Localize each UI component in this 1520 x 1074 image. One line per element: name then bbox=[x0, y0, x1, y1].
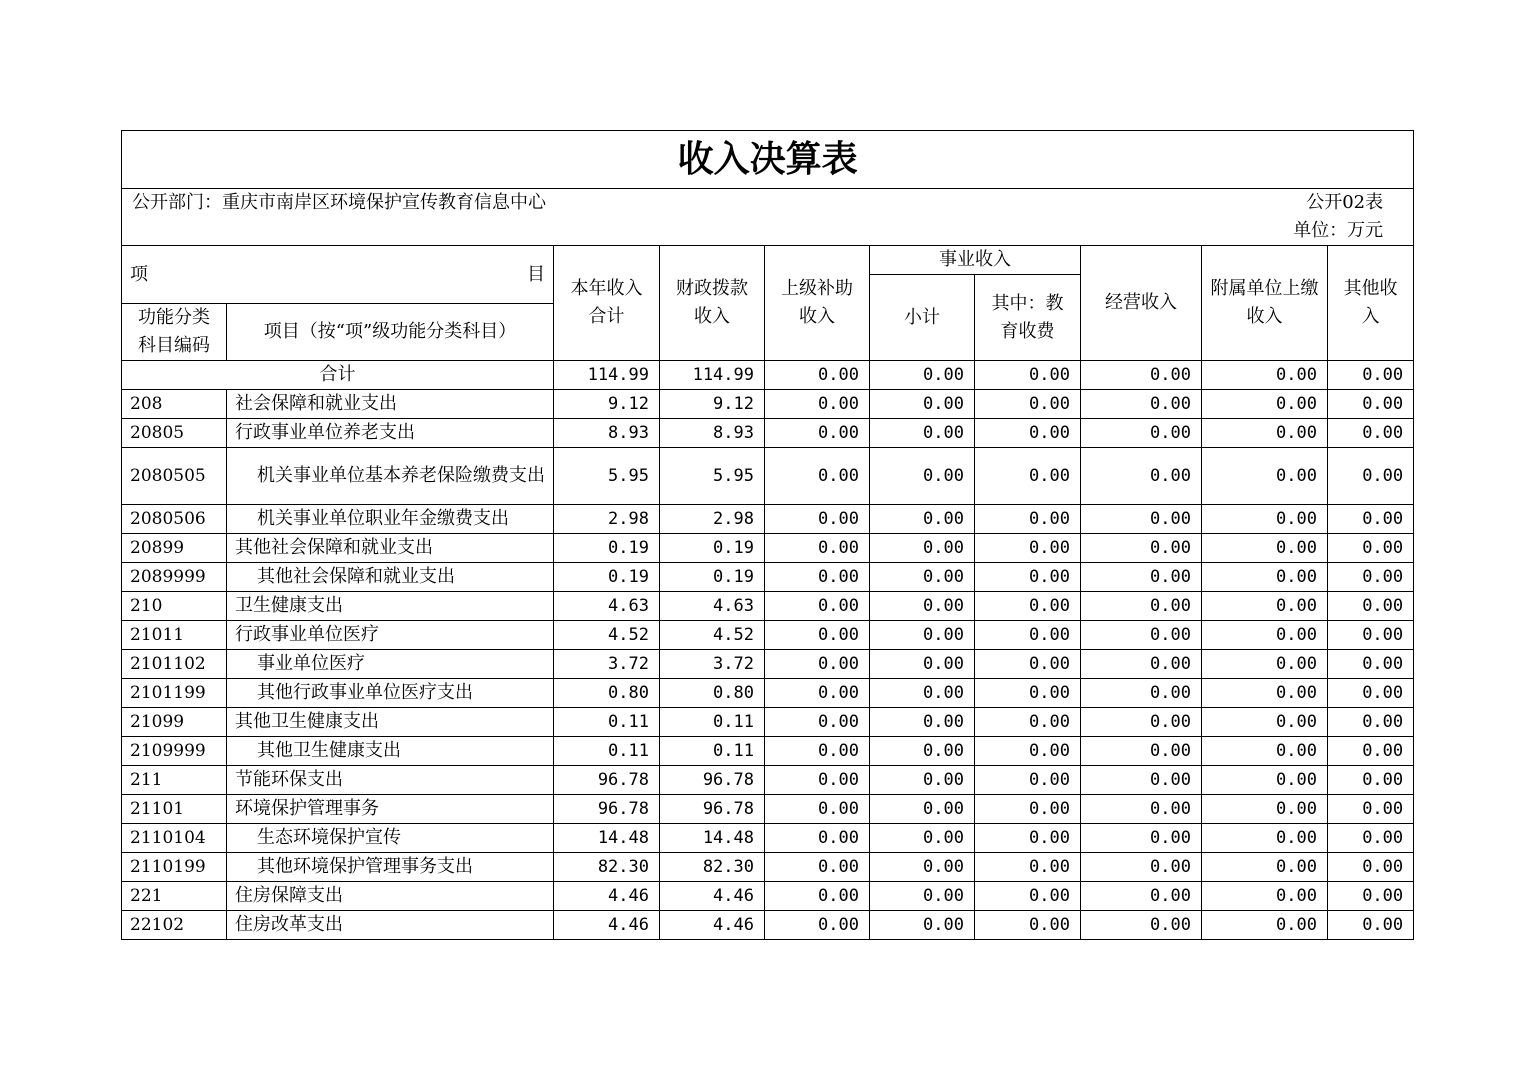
item-name-cell: 其他卫生健康支出 bbox=[227, 708, 554, 737]
value-cell: 0.00 bbox=[1202, 448, 1328, 505]
value-cell: 0.00 bbox=[1202, 534, 1328, 563]
value-cell: 0.00 bbox=[870, 563, 975, 592]
value-cell: 0.00 bbox=[1081, 592, 1202, 621]
value-cell: 0.00 bbox=[1081, 882, 1202, 911]
department-label: 公开部门：重庆市南岸区环境保护宣传教育信息中心 bbox=[132, 192, 546, 213]
value-cell: 0.00 bbox=[765, 824, 870, 853]
function-code-cell: 210 bbox=[122, 592, 227, 621]
total-row bbox=[122, 361, 1414, 390]
value-cell: 0.00 bbox=[1202, 766, 1328, 795]
value-cell: 0.00 bbox=[765, 592, 870, 621]
function-code-cell: 211 bbox=[122, 766, 227, 795]
value-cell: 4.63 bbox=[660, 592, 765, 621]
value-cell: 0.11 bbox=[660, 708, 765, 737]
value-cell: 5.95 bbox=[554, 448, 660, 505]
value-cell: 0.00 bbox=[1081, 737, 1202, 766]
header-xiang: 项 bbox=[130, 263, 148, 285]
header-superior-subsidy: 上级补助收入 bbox=[765, 246, 870, 361]
header-education-fee: 其中：教育收费 bbox=[975, 275, 1081, 361]
value-cell: 0.00 bbox=[1328, 737, 1414, 766]
value-cell: 0.00 bbox=[870, 448, 975, 505]
value-cell: 96.78 bbox=[660, 766, 765, 795]
table-meta bbox=[122, 189, 1414, 246]
total-value: 0.00 bbox=[1202, 361, 1328, 390]
value-cell: 0.00 bbox=[870, 911, 975, 940]
total-value: 0.00 bbox=[1328, 361, 1414, 390]
item-name-cell: 其他行政事业单位医疗支出 bbox=[227, 679, 554, 708]
total-value: 114.99 bbox=[660, 361, 765, 390]
function-code-cell: 21011 bbox=[122, 621, 227, 650]
header-item-project bbox=[122, 246, 554, 304]
table-row bbox=[122, 390, 1414, 419]
value-cell: 0.00 bbox=[1081, 563, 1202, 592]
value-cell: 0.00 bbox=[975, 621, 1081, 650]
value-cell: 0.19 bbox=[660, 534, 765, 563]
header-fiscal-allocation: 财政拨款收入 bbox=[660, 246, 765, 361]
value-cell: 0.00 bbox=[1328, 882, 1414, 911]
item-name-cell: 住房改革支出 bbox=[227, 911, 554, 940]
value-cell: 0.00 bbox=[870, 882, 975, 911]
value-cell: 0.00 bbox=[1202, 911, 1328, 940]
header-total-income: 本年收入合计 bbox=[554, 246, 660, 361]
header-operating-income: 经营收入 bbox=[1081, 246, 1202, 361]
value-cell: 0.00 bbox=[1202, 824, 1328, 853]
value-cell: 0.19 bbox=[554, 534, 660, 563]
item-name-cell: 社会保障和就业支出 bbox=[227, 390, 554, 419]
table-row bbox=[122, 419, 1414, 448]
item-name-cell: 环境保护管理事务 bbox=[227, 795, 554, 824]
item-name-cell: 卫生健康支出 bbox=[227, 592, 554, 621]
header-business-income-group: 事业收入 bbox=[870, 246, 1081, 275]
value-cell: 0.00 bbox=[1081, 419, 1202, 448]
item-name-cell: 节能环保支出 bbox=[227, 766, 554, 795]
function-code-cell: 21101 bbox=[122, 795, 227, 824]
value-cell: 0.00 bbox=[975, 563, 1081, 592]
value-cell: 0.00 bbox=[975, 824, 1081, 853]
table-row bbox=[122, 534, 1414, 563]
header-mu: 目 bbox=[527, 263, 545, 285]
item-name-cell: 住房保障支出 bbox=[227, 882, 554, 911]
value-cell: 0.00 bbox=[870, 679, 975, 708]
value-cell: 0.00 bbox=[1328, 679, 1414, 708]
function-code-cell: 2110104 bbox=[122, 824, 227, 853]
value-cell: 0.00 bbox=[975, 795, 1081, 824]
value-cell: 8.93 bbox=[554, 419, 660, 448]
function-code-cell: 2109999 bbox=[122, 737, 227, 766]
table-number: 公开02表 bbox=[1306, 192, 1384, 213]
total-value: 0.00 bbox=[870, 361, 975, 390]
table-row bbox=[122, 505, 1414, 534]
value-cell: 0.00 bbox=[870, 390, 975, 419]
value-cell: 0.00 bbox=[1202, 882, 1328, 911]
value-cell: 0.00 bbox=[1081, 824, 1202, 853]
value-cell: 0.00 bbox=[1081, 534, 1202, 563]
value-cell: 0.00 bbox=[870, 708, 975, 737]
value-cell: 0.00 bbox=[765, 534, 870, 563]
value-cell: 0.00 bbox=[870, 853, 975, 882]
value-cell: 0.00 bbox=[1081, 911, 1202, 940]
value-cell: 0.00 bbox=[975, 505, 1081, 534]
header-function-code: 功能分类科目编码 bbox=[122, 304, 227, 361]
total-label: 合计 bbox=[122, 361, 554, 390]
value-cell: 4.46 bbox=[660, 882, 765, 911]
value-cell: 0.00 bbox=[975, 737, 1081, 766]
value-cell: 0.00 bbox=[1202, 419, 1328, 448]
function-code-cell: 2101102 bbox=[122, 650, 227, 679]
value-cell: 2.98 bbox=[660, 505, 765, 534]
value-cell: 0.00 bbox=[1202, 563, 1328, 592]
function-code-cell: 208 bbox=[122, 390, 227, 419]
table-row bbox=[122, 650, 1414, 679]
value-cell: 0.00 bbox=[975, 534, 1081, 563]
function-code-cell: 20899 bbox=[122, 534, 227, 563]
value-cell: 0.11 bbox=[660, 737, 765, 766]
value-cell: 0.00 bbox=[1202, 853, 1328, 882]
value-cell: 14.48 bbox=[660, 824, 765, 853]
value-cell: 0.00 bbox=[975, 650, 1081, 679]
value-cell: 0.00 bbox=[870, 534, 975, 563]
item-name-cell: 其他社会保障和就业支出 bbox=[227, 534, 554, 563]
value-cell: 0.00 bbox=[975, 419, 1081, 448]
value-cell: 0.80 bbox=[660, 679, 765, 708]
value-cell: 9.12 bbox=[660, 390, 765, 419]
value-cell: 0.00 bbox=[975, 390, 1081, 419]
value-cell: 0.00 bbox=[1202, 795, 1328, 824]
value-cell: 82.30 bbox=[660, 853, 765, 882]
value-cell: 96.78 bbox=[554, 795, 660, 824]
value-cell: 0.00 bbox=[1081, 390, 1202, 419]
value-cell: 96.78 bbox=[554, 766, 660, 795]
value-cell: 0.00 bbox=[1202, 621, 1328, 650]
value-cell: 0.19 bbox=[660, 563, 765, 592]
table-row bbox=[122, 824, 1414, 853]
value-cell: 0.00 bbox=[765, 650, 870, 679]
value-cell: 0.00 bbox=[1328, 621, 1414, 650]
function-code-cell: 2110199 bbox=[122, 853, 227, 882]
value-cell: 0.00 bbox=[1328, 592, 1414, 621]
item-name-cell: 事业单位医疗 bbox=[227, 650, 554, 679]
value-cell: 0.00 bbox=[870, 824, 975, 853]
value-cell: 3.72 bbox=[554, 650, 660, 679]
item-name-cell: 行政事业单位医疗 bbox=[227, 621, 554, 650]
value-cell: 0.00 bbox=[1328, 448, 1414, 505]
item-name-cell: 机关事业单位职业年金缴费支出 bbox=[227, 505, 554, 534]
value-cell: 0.80 bbox=[554, 679, 660, 708]
function-code-cell: 22102 bbox=[122, 911, 227, 940]
value-cell: 0.00 bbox=[765, 448, 870, 505]
value-cell: 0.00 bbox=[1328, 911, 1414, 940]
value-cell: 0.00 bbox=[975, 911, 1081, 940]
value-cell: 0.00 bbox=[975, 882, 1081, 911]
value-cell: 4.52 bbox=[660, 621, 765, 650]
value-cell: 0.00 bbox=[975, 592, 1081, 621]
value-cell: 0.00 bbox=[765, 911, 870, 940]
value-cell: 0.00 bbox=[1328, 766, 1414, 795]
table-row bbox=[122, 737, 1414, 766]
function-code-cell: 2080506 bbox=[122, 505, 227, 534]
value-cell: 0.00 bbox=[765, 766, 870, 795]
value-cell: 0.00 bbox=[870, 621, 975, 650]
value-cell: 0.00 bbox=[1081, 766, 1202, 795]
value-cell: 82.30 bbox=[554, 853, 660, 882]
value-cell: 0.00 bbox=[975, 766, 1081, 795]
item-name-cell: 其他环境保护管理事务支出 bbox=[227, 853, 554, 882]
value-cell: 0.00 bbox=[1081, 853, 1202, 882]
value-cell: 0.00 bbox=[765, 882, 870, 911]
table-row bbox=[122, 795, 1414, 824]
value-cell: 0.00 bbox=[1081, 505, 1202, 534]
total-value: 0.00 bbox=[975, 361, 1081, 390]
value-cell: 0.00 bbox=[1328, 708, 1414, 737]
value-cell: 9.12 bbox=[554, 390, 660, 419]
value-cell: 0.00 bbox=[1081, 621, 1202, 650]
income-settlement-table bbox=[121, 130, 1414, 940]
header-item-name: 项目（按“项”级功能分类科目） bbox=[227, 304, 554, 361]
value-cell: 4.46 bbox=[554, 882, 660, 911]
value-cell: 0.00 bbox=[1081, 708, 1202, 737]
value-cell: 0.00 bbox=[975, 448, 1081, 505]
value-cell: 3.72 bbox=[660, 650, 765, 679]
value-cell: 0.00 bbox=[1202, 679, 1328, 708]
function-code-cell: 2080505 bbox=[122, 448, 227, 505]
item-name-cell: 其他社会保障和就业支出 bbox=[227, 563, 554, 592]
page-title: 收入决算表 bbox=[122, 131, 1414, 189]
table-info bbox=[1293, 189, 1383, 245]
value-cell: 2.98 bbox=[554, 505, 660, 534]
header-affiliated-income: 附属单位上缴收入 bbox=[1202, 246, 1328, 361]
value-cell: 0.00 bbox=[765, 853, 870, 882]
value-cell: 0.00 bbox=[870, 419, 975, 448]
function-code-cell: 2089999 bbox=[122, 563, 227, 592]
item-name-cell: 机关事业单位基本养老保险缴费支出 bbox=[227, 448, 554, 505]
table-row bbox=[122, 448, 1414, 505]
value-cell: 0.00 bbox=[765, 679, 870, 708]
value-cell: 0.00 bbox=[765, 419, 870, 448]
table-row bbox=[122, 679, 1414, 708]
value-cell: 0.00 bbox=[765, 708, 870, 737]
value-cell: 0.00 bbox=[870, 795, 975, 824]
value-cell: 0.00 bbox=[765, 390, 870, 419]
table-row bbox=[122, 882, 1414, 911]
function-code-cell: 2101199 bbox=[122, 679, 227, 708]
item-name-cell: 生态环境保护宣传 bbox=[227, 824, 554, 853]
table-row bbox=[122, 621, 1414, 650]
header-subtotal: 小计 bbox=[870, 275, 975, 361]
item-name-cell: 行政事业单位养老支出 bbox=[227, 419, 554, 448]
table-row bbox=[122, 592, 1414, 621]
value-cell: 0.00 bbox=[975, 853, 1081, 882]
value-cell: 0.00 bbox=[765, 505, 870, 534]
value-cell: 4.52 bbox=[554, 621, 660, 650]
value-cell: 96.78 bbox=[660, 795, 765, 824]
value-cell: 4.63 bbox=[554, 592, 660, 621]
value-cell: 0.00 bbox=[870, 592, 975, 621]
value-cell: 0.00 bbox=[870, 766, 975, 795]
value-cell: 0.00 bbox=[870, 650, 975, 679]
value-cell: 0.00 bbox=[1328, 419, 1414, 448]
total-value: 0.00 bbox=[765, 361, 870, 390]
value-cell: 0.00 bbox=[1081, 795, 1202, 824]
value-cell: 0.11 bbox=[554, 737, 660, 766]
table-row bbox=[122, 766, 1414, 795]
value-cell: 4.46 bbox=[554, 911, 660, 940]
value-cell: 0.00 bbox=[1328, 390, 1414, 419]
value-cell: 0.00 bbox=[1202, 592, 1328, 621]
table-row bbox=[122, 853, 1414, 882]
table-row bbox=[122, 708, 1414, 737]
value-cell: 5.95 bbox=[660, 448, 765, 505]
value-cell: 0.00 bbox=[1202, 737, 1328, 766]
value-cell: 0.11 bbox=[554, 708, 660, 737]
value-cell: 0.00 bbox=[1328, 505, 1414, 534]
value-cell: 0.00 bbox=[765, 563, 870, 592]
value-cell: 0.00 bbox=[870, 737, 975, 766]
value-cell: 0.00 bbox=[870, 505, 975, 534]
value-cell: 0.00 bbox=[765, 795, 870, 824]
value-cell: 0.00 bbox=[765, 621, 870, 650]
value-cell: 0.00 bbox=[975, 679, 1081, 708]
value-cell: 0.00 bbox=[1202, 390, 1328, 419]
value-cell: 0.00 bbox=[1081, 448, 1202, 505]
table-row bbox=[122, 911, 1414, 940]
value-cell: 8.93 bbox=[660, 419, 765, 448]
value-cell: 0.00 bbox=[1328, 534, 1414, 563]
value-cell: 0.00 bbox=[1328, 824, 1414, 853]
value-cell: 0.19 bbox=[554, 563, 660, 592]
unit-label: 单位：万元 bbox=[1293, 220, 1384, 241]
value-cell: 0.00 bbox=[1328, 563, 1414, 592]
value-cell: 4.46 bbox=[660, 911, 765, 940]
value-cell: 0.00 bbox=[765, 737, 870, 766]
table-row bbox=[122, 563, 1414, 592]
value-cell: 0.00 bbox=[1202, 505, 1328, 534]
value-cell: 0.00 bbox=[975, 708, 1081, 737]
total-value: 0.00 bbox=[1081, 361, 1202, 390]
function-code-cell: 20805 bbox=[122, 419, 227, 448]
function-code-cell: 21099 bbox=[122, 708, 227, 737]
total-value: 114.99 bbox=[554, 361, 660, 390]
value-cell: 0.00 bbox=[1081, 650, 1202, 679]
value-cell: 0.00 bbox=[1328, 650, 1414, 679]
value-cell: 0.00 bbox=[1202, 650, 1328, 679]
value-cell: 0.00 bbox=[1328, 853, 1414, 882]
value-cell: 0.00 bbox=[1328, 795, 1414, 824]
header-other-income: 其他收入 bbox=[1328, 246, 1414, 361]
value-cell: 0.00 bbox=[1202, 708, 1328, 737]
value-cell: 0.00 bbox=[1081, 679, 1202, 708]
value-cell: 14.48 bbox=[554, 824, 660, 853]
item-name-cell: 其他卫生健康支出 bbox=[227, 737, 554, 766]
function-code-cell: 221 bbox=[122, 882, 227, 911]
